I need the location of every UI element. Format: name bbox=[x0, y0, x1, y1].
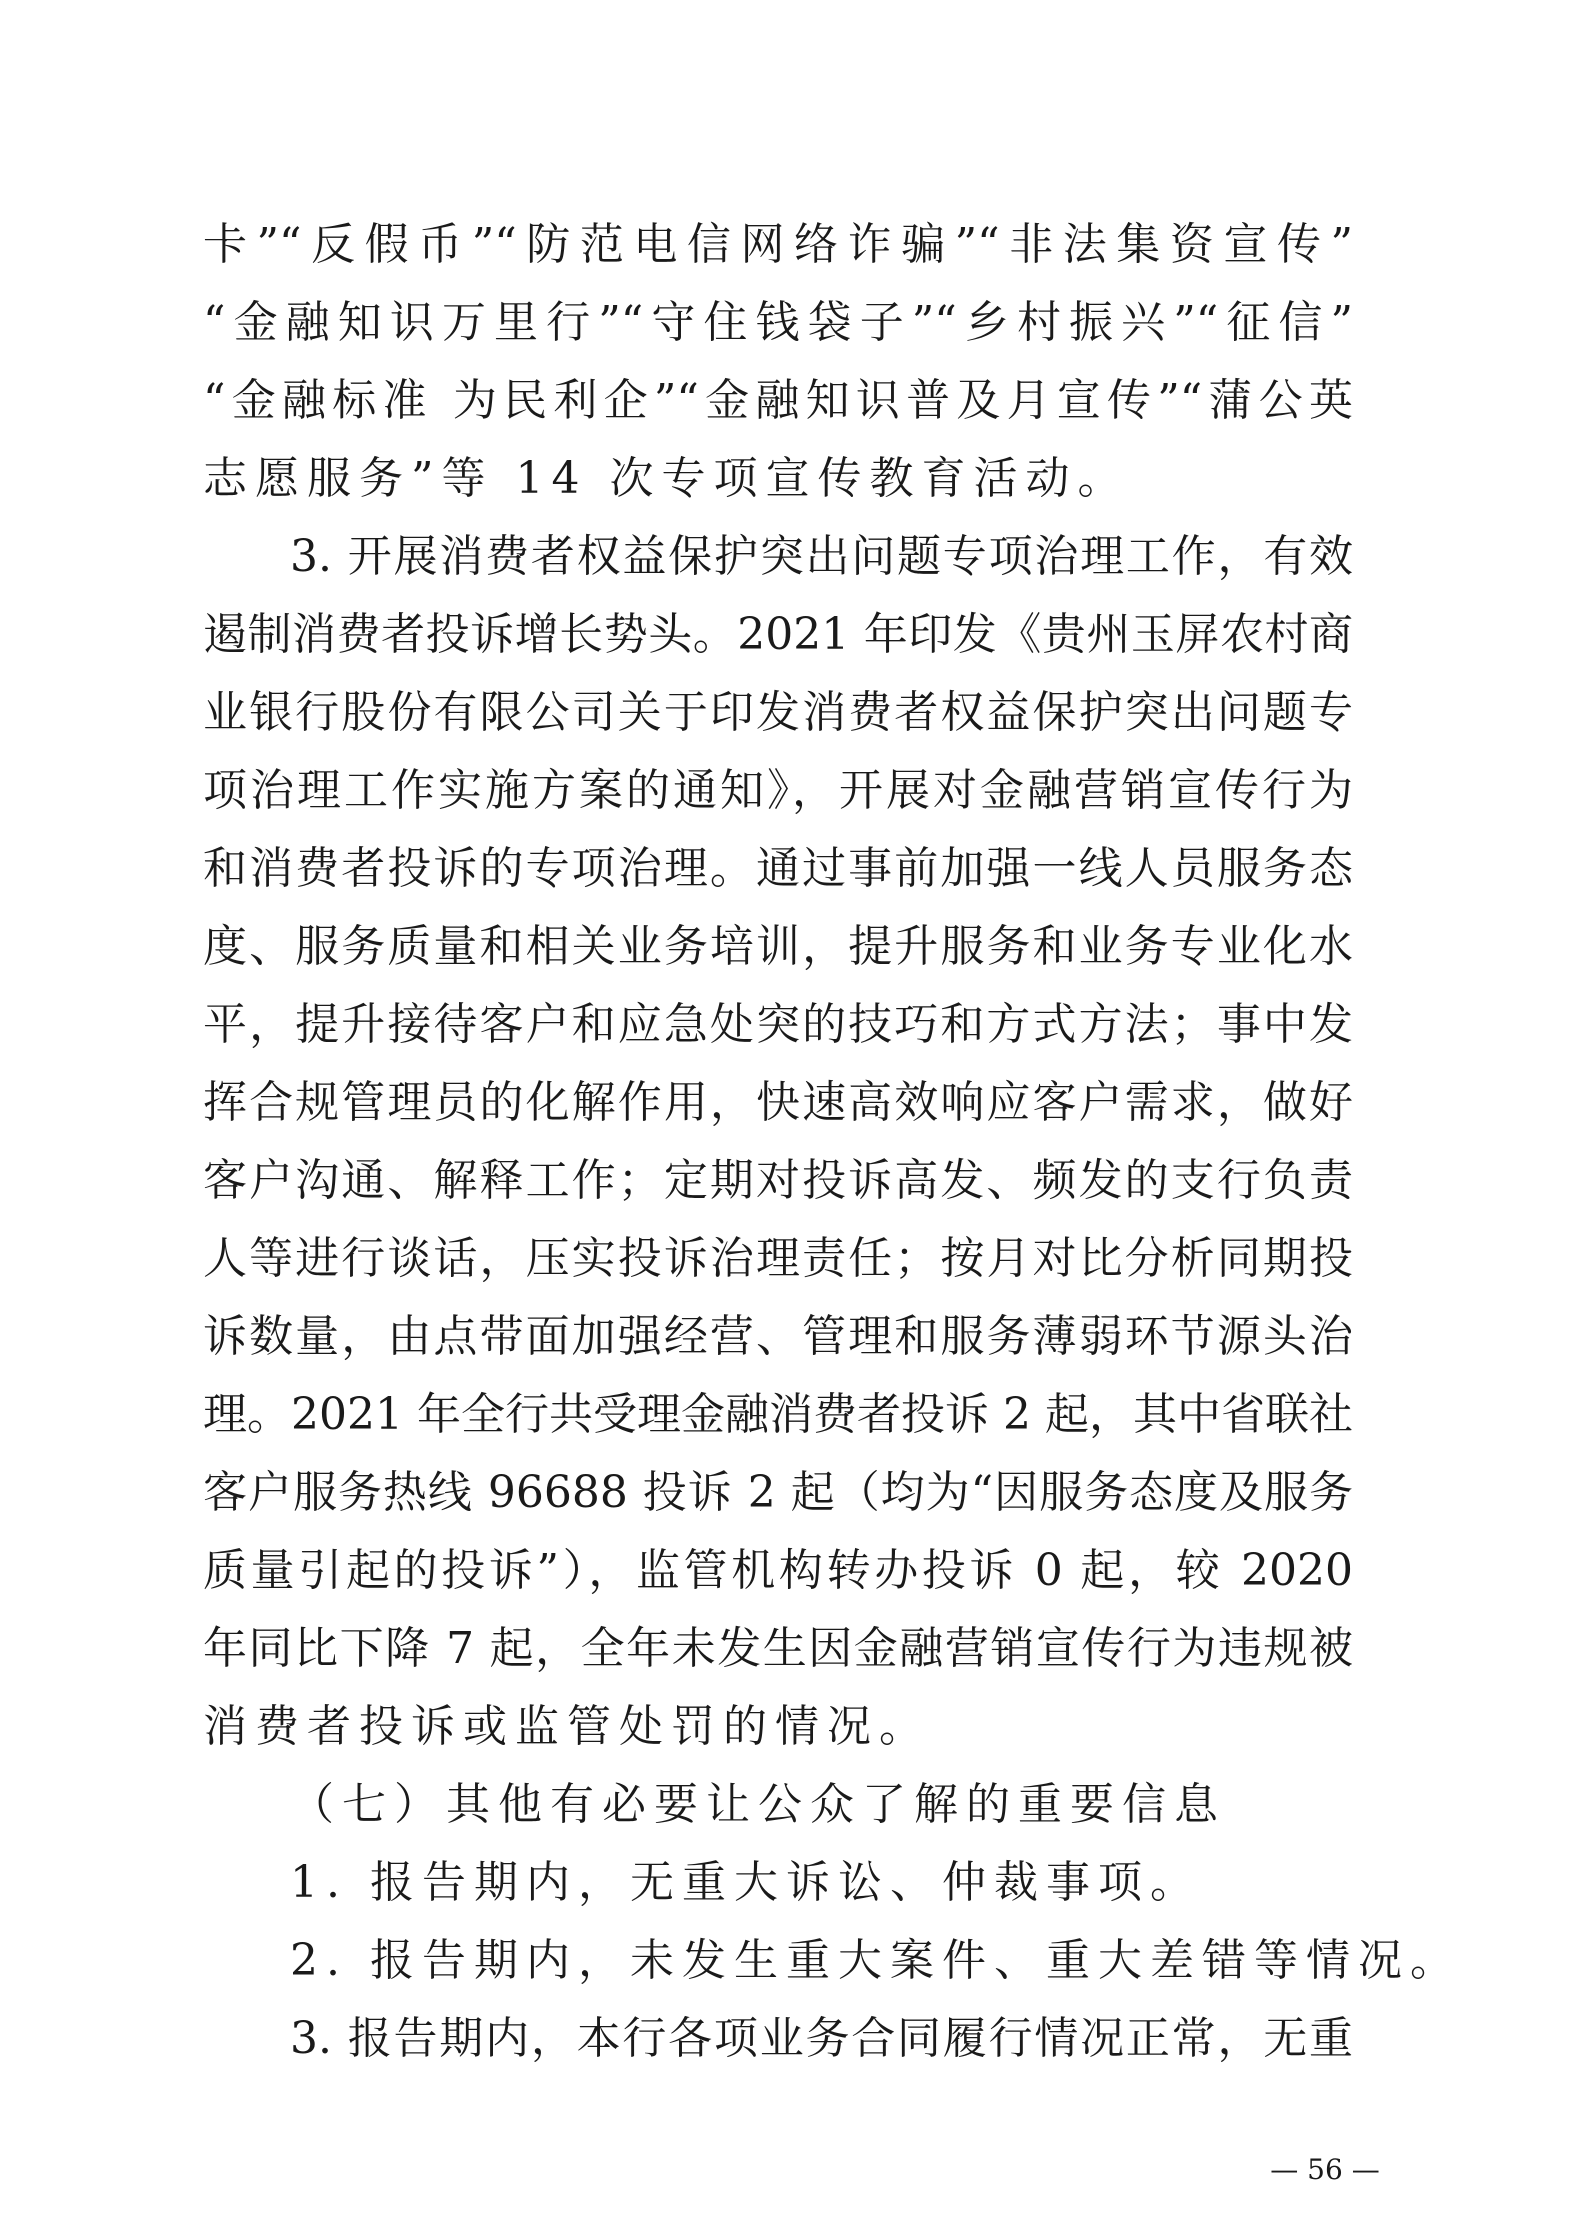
body-line-11: 平，提升接待客户和应急处突的技巧和方式方法；事中发 bbox=[203, 999, 1353, 1050]
body-line-7: 业银行股份有限公司关于印发消费者权益保护突出问题专 bbox=[203, 687, 1353, 738]
body-line-8: 项治理工作实施方案的通知》，开展对金融营销宣传行为 bbox=[203, 765, 1353, 816]
body-line-12: 挥合规管理员的化解作用，快速高效响应客户需求，做好 bbox=[203, 1077, 1353, 1128]
body-line-15: 诉数量，由点带面加强经营、管理和服务薄弱环节源头治 bbox=[203, 1311, 1353, 1362]
body-line-23: 2. 报告期内，未发生重大案件、重大差错等情况。 bbox=[290, 1935, 1462, 1986]
body-line-10: 度、服务质量和相关业务培训，提升服务和业务专业化水 bbox=[203, 921, 1353, 972]
body-line-5: 3. 开展消费者权益保护突出问题专项治理工作，有效 bbox=[290, 531, 1353, 582]
body-line-3: “金融标准 为民利企”“金融知识普及月宣传”“蒲公英 bbox=[203, 375, 1353, 426]
section-heading: （七）其他有必要让公众了解的重要信息 bbox=[290, 1779, 1226, 1830]
body-line-6: 遏制消费者投诉增长势头。2021 年印发《贵州玉屏农村商 bbox=[203, 609, 1353, 660]
body-line-9: 和消费者投诉的专项治理。通过事前加强一线人员服务态 bbox=[203, 843, 1353, 894]
body-line-4: 志愿服务”等 14 次专项宣传教育活动。 bbox=[203, 453, 1130, 504]
body-line-14: 人等进行谈话，压实投诉治理责任；按月对比分析同期投 bbox=[203, 1233, 1353, 1284]
body-line-19: 年同比下降 7 起，全年未发生因金融营销宣传行为违规被 bbox=[203, 1623, 1353, 1674]
body-line-1: 卡”“反假币”“防范电信网络诈骗”“非法集资宣传” bbox=[203, 219, 1353, 270]
body-line-2: “金融知识万里行”“守住钱袋子”“乡村振兴”“征信” bbox=[203, 297, 1353, 348]
body-line-18: 质量引起的投诉”），监管机构转办投诉 0 起，较 2020 bbox=[203, 1545, 1353, 1596]
body-line-17: 客户服务热线 96688 投诉 2 起（均为“因服务态度及服务 bbox=[203, 1467, 1353, 1518]
body-line-20: 消费者投诉或监管处罚的情况。 bbox=[203, 1701, 931, 1752]
body-line-24: 3. 报告期内，本行各项业务合同履行情况正常，无重 bbox=[290, 2013, 1353, 2064]
page-number: — 56 — bbox=[1270, 2153, 1380, 2186]
body-line-22: 1. 报告期内，无重大诉讼、仲裁事项。 bbox=[290, 1857, 1202, 1908]
body-line-13: 客户沟通、解释工作；定期对投诉高发、频发的支行负责 bbox=[203, 1155, 1353, 1206]
body-line-16: 理。2021 年全行共受理金融消费者投诉 2 起，其中省联社 bbox=[203, 1389, 1353, 1440]
